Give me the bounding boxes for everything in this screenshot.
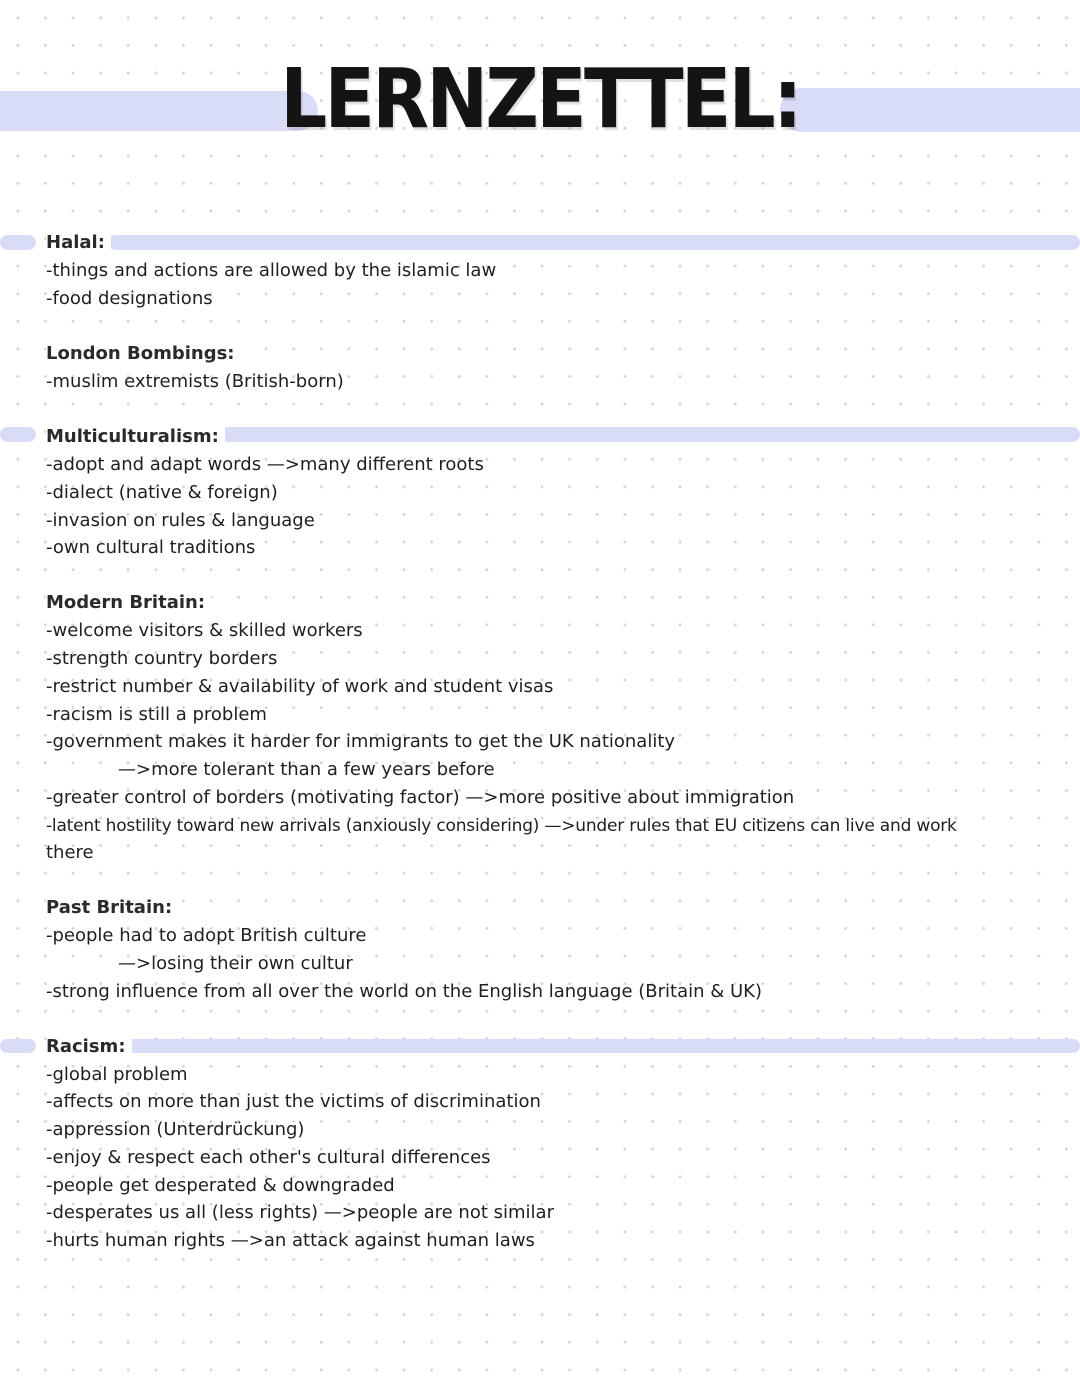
modern-line: -strength country borders [46, 648, 278, 669]
halal-line: -things and actions are allowed by the islamic law [46, 260, 497, 281]
multi-bar-right [200, 427, 1080, 442]
racism-line: -enjoy & respect each other's cultural differences [46, 1147, 491, 1168]
past-line: —>losing their own cultur [118, 953, 353, 974]
racism-line: -people get desperated & downgraded [46, 1175, 395, 1196]
racism-line: -global problem [46, 1064, 188, 1085]
london-heading: London Bombings: [46, 343, 241, 365]
halal-line: -food designations [46, 288, 213, 309]
multi-line: -dialect (native & foreign) [46, 482, 278, 503]
multi-bar-left [0, 427, 36, 442]
past-line: -people had to adopt British culture [46, 925, 367, 946]
modern-line: -latent hostility toward new arrivals (anxiously considering) —>under rules that EU citizens can live and work [46, 816, 957, 836]
halal-bar-right [108, 235, 1080, 250]
past-heading: Past Britain: [46, 897, 178, 919]
page-title: LERNZETTEL: [280, 52, 800, 147]
multi-line: -own cultural traditions [46, 537, 256, 558]
modern-line: —>more tolerant than a few years before [118, 759, 495, 780]
racism-line: -affects on more than just the victims of discrimination [46, 1091, 541, 1112]
racism-heading: Racism: [46, 1036, 132, 1058]
multi-line: -adopt and adapt words —>many different roots [46, 454, 484, 475]
modern-line: -racism is still a problem [46, 704, 267, 725]
modern-line: -greater control of borders (motivating factor) —>more positive about immigration [46, 787, 795, 808]
title-wrap [0, 52, 1080, 162]
multi-heading: Multiculturalism: [46, 426, 225, 448]
modern-heading: Modern Britain: [46, 592, 211, 614]
multi-line: -invasion on rules & language [46, 510, 315, 531]
racism-line: -appression (Unterdrückung) [46, 1119, 305, 1140]
halal-heading: Halal: [46, 232, 111, 254]
racism-line: -desperates us all (less rights) —>people are not similar [46, 1202, 554, 1223]
racism-bar-right [120, 1039, 1080, 1053]
racism-bar-left [0, 1039, 36, 1053]
halal-bar-left [0, 235, 36, 250]
past-line: -strong influence from all over the world on the English language (Britain & UK) [46, 981, 763, 1002]
modern-line: -welcome visitors & skilled workers [46, 620, 363, 641]
modern-line: -government makes it harder for immigrants to get the UK nationality [46, 731, 676, 752]
modern-line: there [46, 842, 94, 863]
racism-line: -hurts human rights —>an attack against human laws [46, 1230, 535, 1251]
modern-line: -restrict number & availability of work and student visas [46, 676, 554, 697]
london-line: -muslim extremists (British-born) [46, 371, 344, 392]
